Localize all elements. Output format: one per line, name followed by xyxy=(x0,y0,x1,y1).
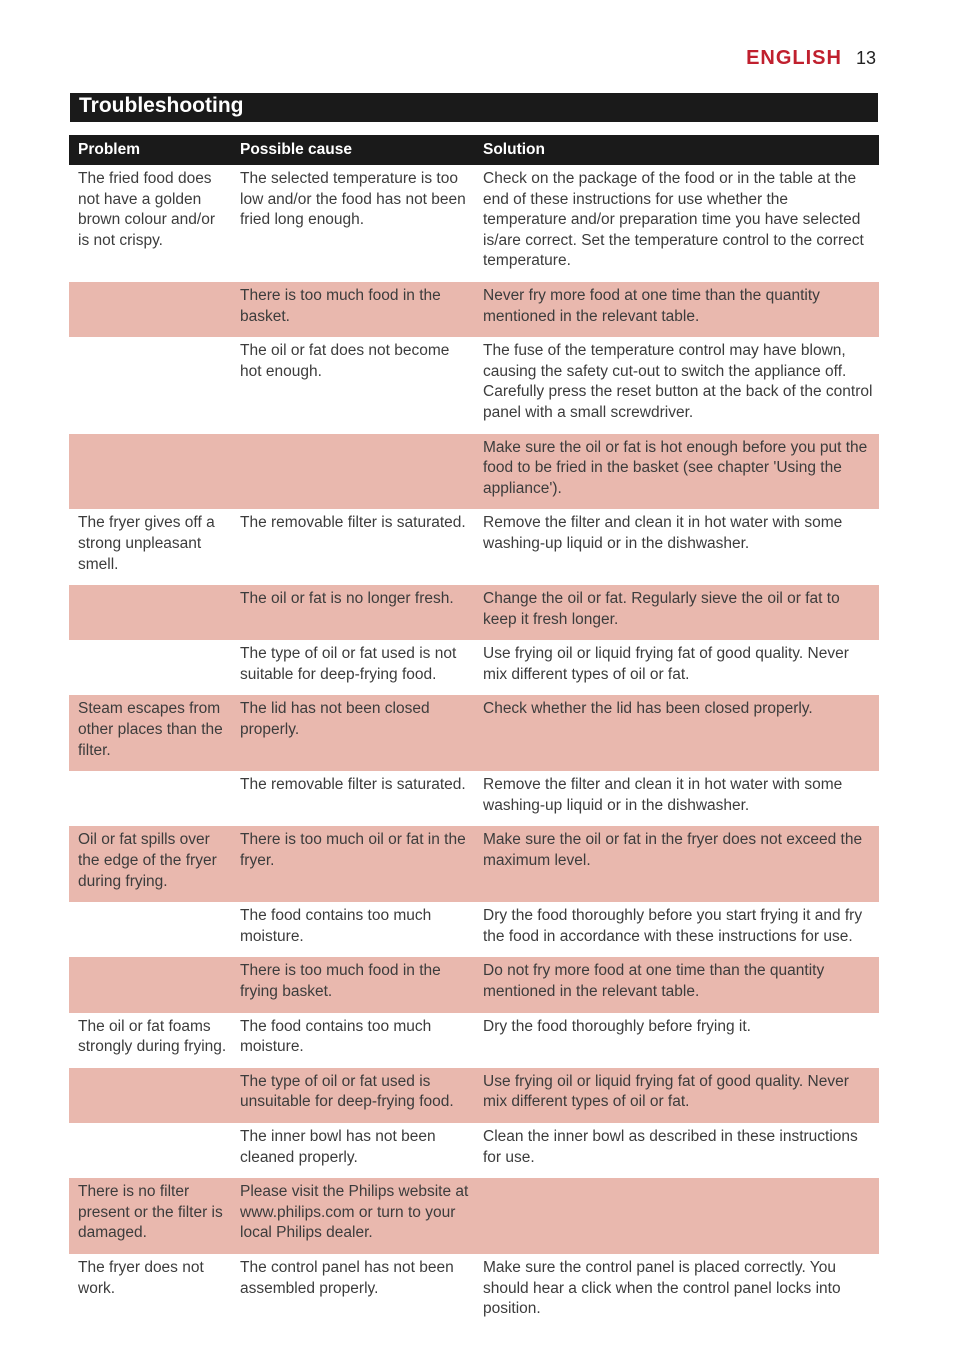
solution-cell: Clean the inner bowl as described in these instructions for use. xyxy=(483,1127,858,1166)
table-row xyxy=(69,771,879,826)
cause-cell: There is too much food in the frying basket. xyxy=(231,957,474,1012)
problem-cell xyxy=(69,957,231,1012)
problem-cell: There is no filter present or the filter is damaged. xyxy=(69,1178,231,1254)
page-number: 13 xyxy=(855,48,876,68)
language-label: ENGLISH xyxy=(746,47,842,69)
table-row xyxy=(69,1013,879,1068)
solution-cell: Check whether the lid has been closed properly. xyxy=(474,695,879,771)
table-row xyxy=(69,434,879,510)
problem-cell xyxy=(69,1068,231,1123)
table-row xyxy=(69,640,879,695)
solution-cell: Check on the package of the food or in the table at the end of these instructions for use whether the temperature and/or preparation time you have selected is/are correct. Set the temperature control to the correct temperature. xyxy=(483,170,864,270)
table-row xyxy=(69,957,879,1012)
troubleshooting-table xyxy=(69,135,879,1330)
column-header-solution: Solution xyxy=(474,135,879,165)
solution-cell: Dry the food thoroughly before you start frying it and fry the food in accordance with these instructions for use. xyxy=(483,907,863,945)
solution-cell: Make sure the oil or fat in the fryer does not exceed the maximum level. xyxy=(474,826,879,902)
solution-cell: Remove the filter and clean it in hot water with some washing-up liquid or in the dishwasher. xyxy=(483,776,843,814)
problem-cell xyxy=(69,1123,231,1178)
column-header-problem: Problem xyxy=(69,135,231,165)
problem-cell: Steam escapes from other places than the filter. xyxy=(69,695,231,771)
solution-cell: Make sure the control panel is placed correctly. You should hear a click when the control panel locks into position. xyxy=(483,1258,841,1318)
table-row xyxy=(69,902,879,957)
problem-cell xyxy=(69,434,231,510)
cause-cell xyxy=(231,434,474,510)
solution-cell: Do not fry more food at one time than the quantity mentioned in the relevant table. xyxy=(474,957,879,1012)
problem-cell xyxy=(69,771,231,826)
solution-cell: Use frying oil or liquid frying fat of good quality. Never mix different types of oil or fat. xyxy=(474,1068,879,1123)
cause-cell: The oil or fat is no longer fresh. xyxy=(231,585,474,640)
table-row xyxy=(69,165,879,282)
cause-cell: There is too much oil or fat in the fryer. xyxy=(231,826,474,902)
problem-cell xyxy=(69,282,231,337)
cause-cell: The oil or fat does not become hot enough. xyxy=(240,342,450,380)
table-header-row xyxy=(69,135,879,165)
cause-cell: There is too much food in the basket. xyxy=(231,282,474,337)
problem-cell xyxy=(69,337,231,433)
cause-cell: The removable filter is saturated. xyxy=(240,514,466,532)
problem-cell: The fryer gives off a strong unpleasant smell. xyxy=(78,514,215,573)
table-row xyxy=(69,337,879,433)
cause-cell: The food contains too much moisture. xyxy=(240,1017,432,1056)
problem-cell: The fried food does not have a golden brown colour and/or is not crispy. xyxy=(78,170,215,249)
problem-cell: Oil or fat spills over the edge of the fryer during frying. xyxy=(69,826,231,902)
cause-cell: The control panel has not been assembled properly. xyxy=(240,1258,454,1297)
solution-cell xyxy=(474,1178,879,1254)
cause-cell: The type of oil or fat used is unsuitable for deep-frying food. xyxy=(231,1068,474,1123)
solution-cell: Make sure the oil or fat is hot enough before you put the food to be fried in the basket (see chapter 'Using the appliance'). xyxy=(474,434,879,510)
solution-cell: Dry the food thoroughly before frying it. xyxy=(483,1017,751,1035)
table-row xyxy=(69,695,879,771)
page-header xyxy=(746,47,876,70)
cause-cell: The type of oil or fat used is not suitable for deep-frying food. xyxy=(240,645,457,683)
table-row xyxy=(69,585,879,640)
solution-cell: Remove the filter and clean it in hot water with some washing-up liquid or in the dishwasher. xyxy=(483,514,843,552)
solution-cell: Change the oil or fat. Regularly sieve the oil or fat to keep it fresh longer. xyxy=(474,585,879,640)
problem-cell xyxy=(69,640,231,695)
table-row xyxy=(69,509,879,585)
section-title: Troubleshooting xyxy=(70,93,878,122)
table-row xyxy=(69,1068,879,1123)
problem-cell xyxy=(69,585,231,640)
table-row xyxy=(69,1178,879,1254)
table-row xyxy=(69,826,879,902)
solution-cell: The fuse of the temperature control may have blown, causing the safety cut-out to switch the appliance off. Carefully press the reset button at the back of the control panel with a small screwdriver. xyxy=(483,342,873,421)
table-row xyxy=(69,1254,879,1330)
cause-cell: The selected temperature is too low and/or the food has not been fried long enough. xyxy=(240,170,466,229)
cause-cell: The removable filter is saturated. xyxy=(240,776,466,794)
table-row xyxy=(69,1123,879,1178)
cause-cell: The inner bowl has not been cleaned properly. xyxy=(240,1127,436,1166)
cause-cell: The food contains too much moisture. xyxy=(240,907,432,945)
column-header-possible-cause: Possible cause xyxy=(231,135,474,165)
solution-cell: Use frying oil or liquid frying fat of good quality. Never mix different types of oil or fat. xyxy=(483,645,849,683)
solution-cell: Never fry more food at one time than the quantity mentioned in the relevant table. xyxy=(474,282,879,337)
table-row xyxy=(69,282,879,337)
cause-cell: Please visit the Philips website at www.philips.com or turn to your local Philips dealer. xyxy=(231,1178,474,1254)
problem-cell xyxy=(69,902,231,957)
problem-cell: The oil or fat foams strongly during frying. xyxy=(78,1017,227,1056)
problem-cell: The fryer does not work. xyxy=(78,1258,204,1297)
cause-cell: The lid has not been closed properly. xyxy=(231,695,474,771)
